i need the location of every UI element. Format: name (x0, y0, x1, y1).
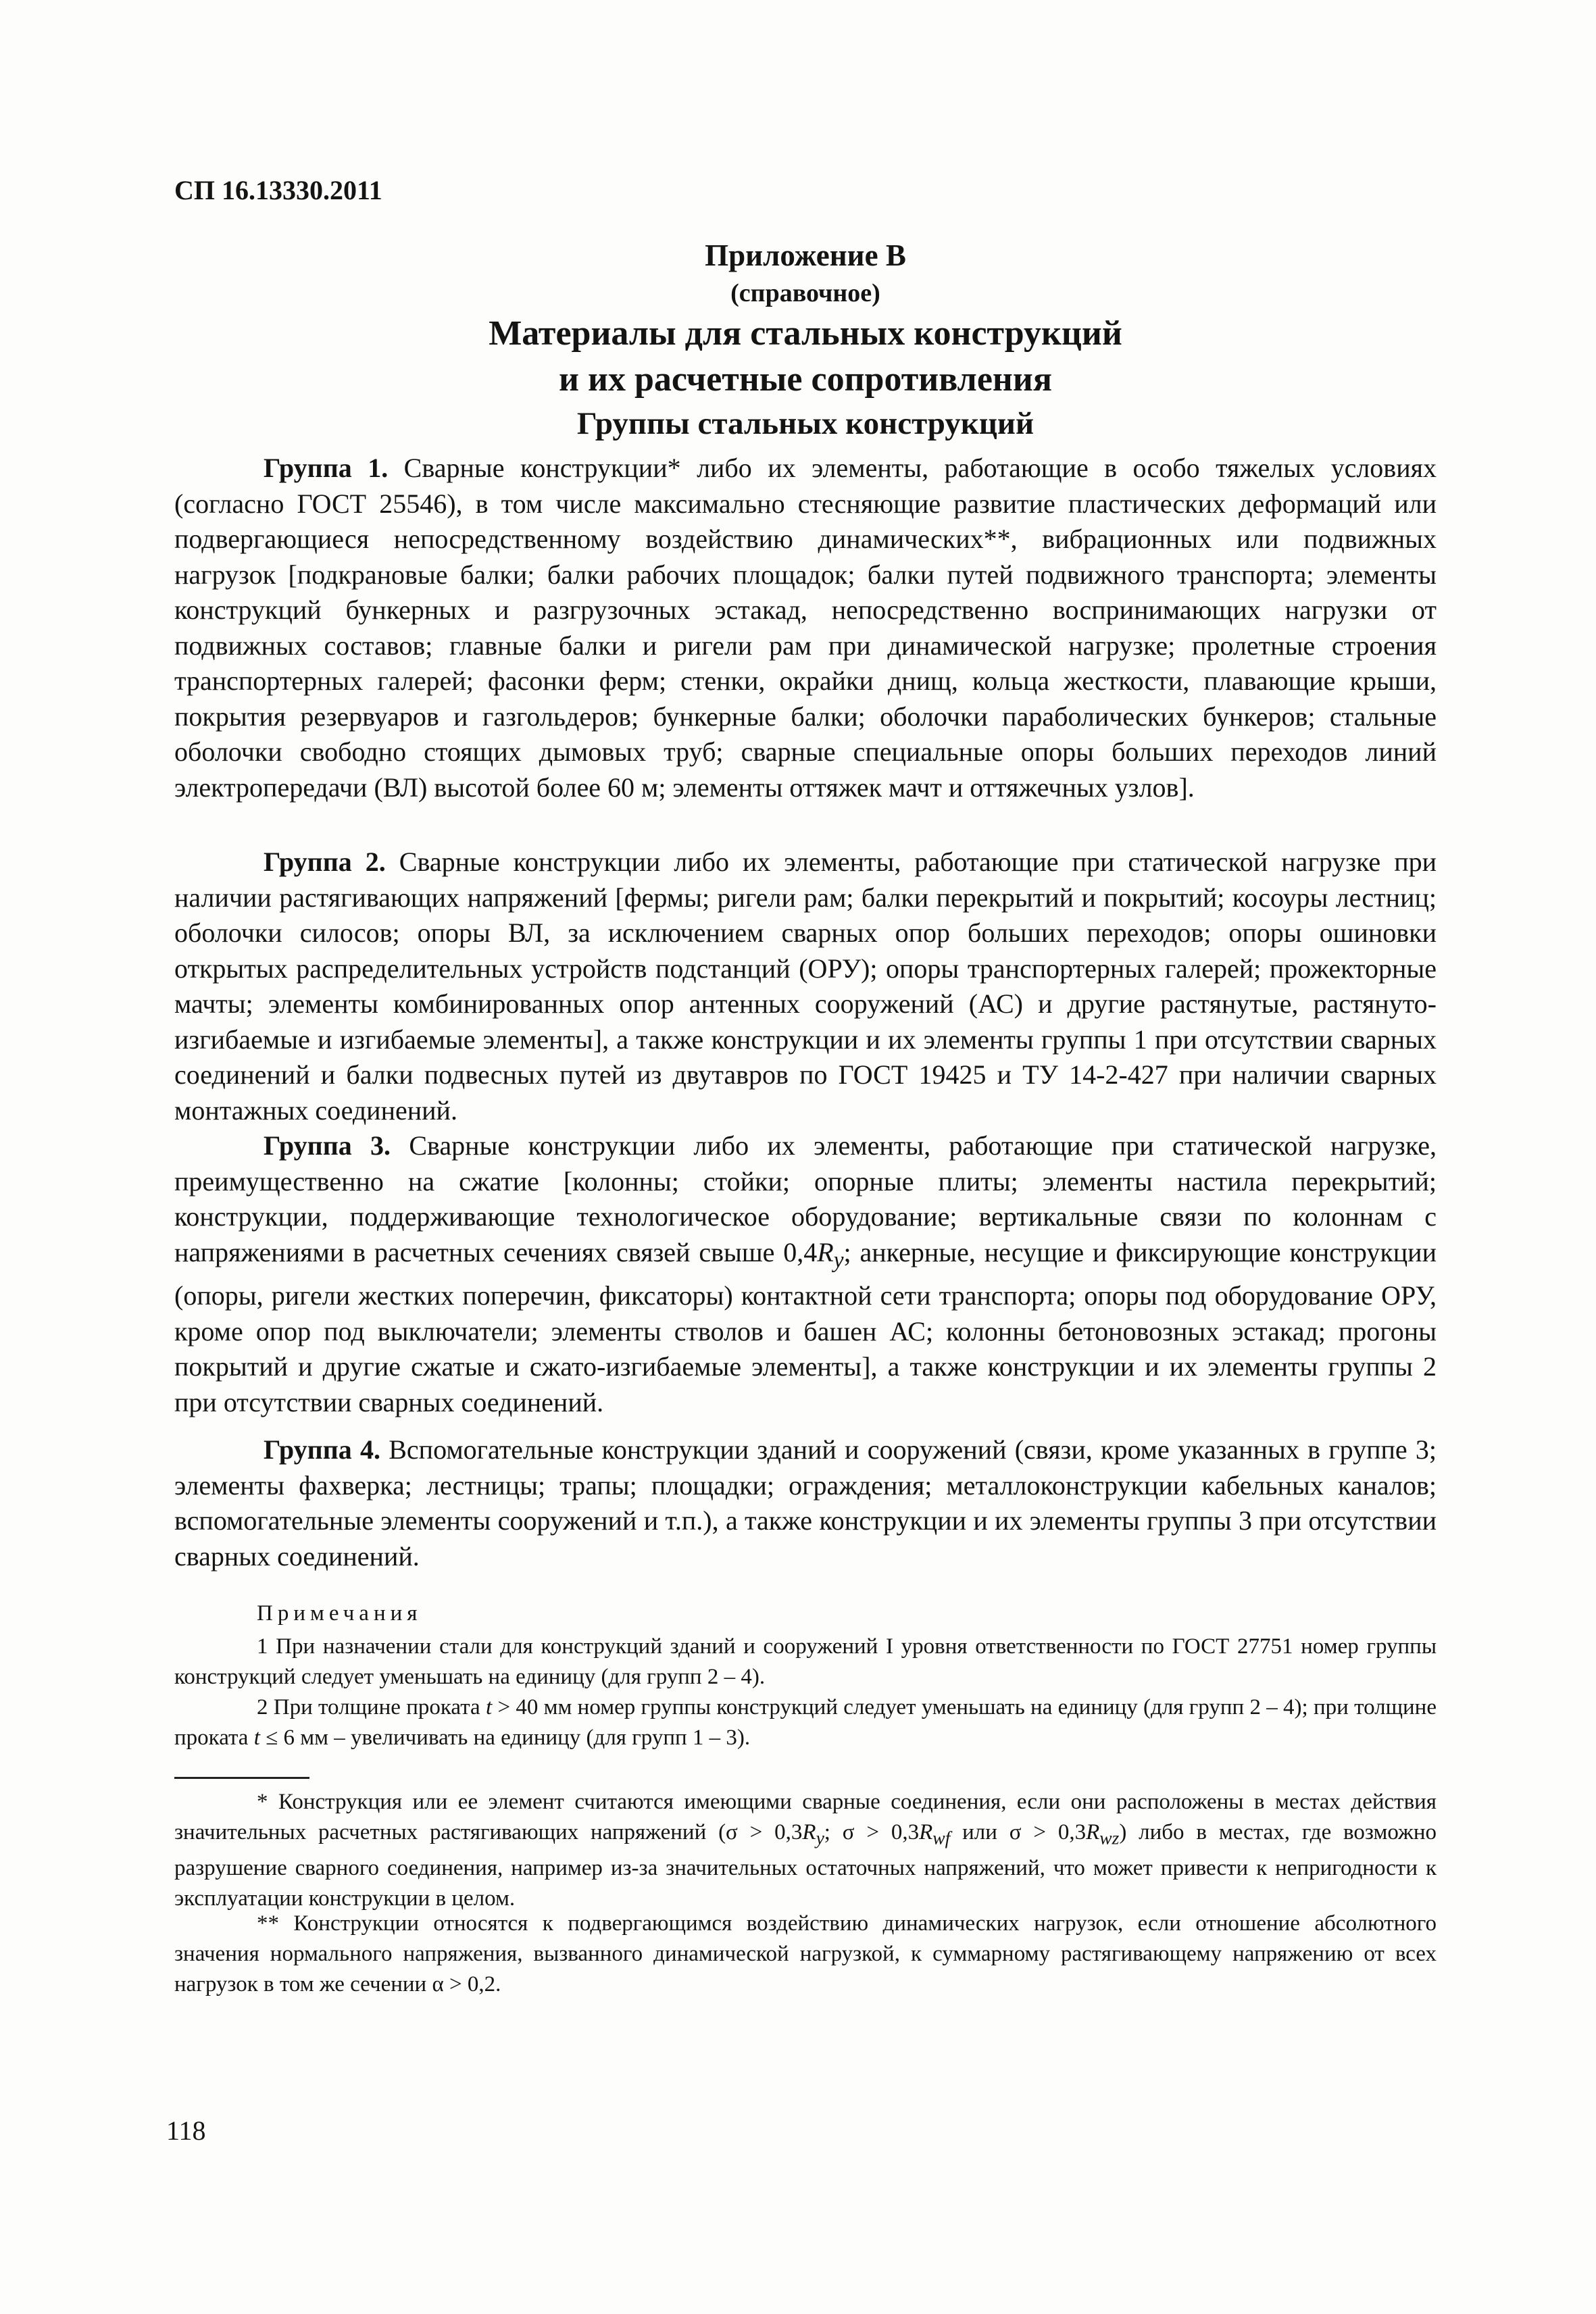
footnote-1-r2-sub-text: wf (932, 1827, 951, 1848)
group-3-symbol-sub (834, 1248, 844, 1273)
group-4-paragraph (174, 1432, 1437, 1574)
group-1-text: Сварные конструкции* либо их элементы, работающие в особо тяжелых условиях (согласно ГОСТ 25546), в том числе максимально стесняющие развитие пластических деформаций или подвергающиеся непосредственному воздействию динамических**, вибрационных или подвижных нагрузок [подкрановые балки; балки рабочих площадок; балки путей подвижного транспорта; элементы конструкций бункерных и разгрузочных эстакад, непосредственно воспринимающих нагрузки от подвижных составов; главные балки и ригели рам при динамической нагрузке; пролетные строения транспортерных галерей; фасонки ферм; стенки, окрайки днищ, кольца жесткости, плавающие крыши, покрытия резервуаров и газгольдеров; бункерные балки; оболочки параболических бункеров; стальные оболочки свободно стоящих дымовых труб; сварные специальные опоры больших переходов линий электропередачи (ВЛ) высотой более 60 м; элементы оттяжек мачт и оттяжечных узлов]. (174, 453, 1437, 803)
footnote-1-a: * Конструкция или ее элемент считаются имеющими сварные соединения, если они расположены в местах действия значительных расчетных растягивающих напряжений (σ > 0,3 (174, 1790, 1437, 1844)
group-3-text-after: ; анкерные, несущие и фиксирующие конструкции (опоры, ригели жестких поперечин, фиксаторы) контактной сети транспорта; опоры под оборудование ОРУ, кроме опор под выключатели; элементы стволов и башен АС; колонны бетоновозных эстакад; прогоны покрытий и другие сжатые и сжато-изгибаемые элементы], а также конструкции и их элементы группы 2 при отсутствии сварных соединений. (174, 1236, 1437, 1417)
note-2-t1: t (485, 1695, 493, 1719)
group-3-text-before: Сварные конструкции либо их элементы, работающие при статической нагрузке, преимущественно на сжатие [колонны; стойки; опорные плиты; элементы настила перекрытий; конструкции, поддерживающие технологическое оборудование; вертикальные связи по колоннам с напряжениями в расчетных сечениях связей свыше 0,4 (174, 1130, 1437, 1267)
footnote-divider (174, 1777, 309, 1779)
group-1-paragraph (174, 451, 1437, 805)
note-2-a: 2 При толщине проката (257, 1695, 486, 1719)
group-2-text: Сварные конструкции либо их элементы, работающие при статической нагрузке при наличии растягивающих напряжений [фермы; ригели рам; балки перекрытий и покрытий; косоуры лестниц; оболочки силосов; опоры ВЛ, за исключением сварных опор больших переходов; опоры ошиновки открытых распределительных устройств подстанций (ОРУ); опоры транспортерных галерей; прожекторные мачты; элементы комбинированных опор антенных сооружений (АС) и другие растянутые, растянуто-изгибаемые и изгибаемые элементы], а также конструкции и их элементы группы 1 при отсутствии сварных соединений и балки подвесных путей из двутавров по ГОСТ 19425 и ТУ 14-2-427 при наличии сварных монтажных соединений. (174, 847, 1437, 1126)
footnote-1-r1: R (802, 1820, 816, 1844)
footnote-1-r2: R (919, 1820, 933, 1844)
page-number: 118 (166, 2115, 206, 2146)
footnote-1-r1-sub (816, 1828, 824, 1848)
note-2 (174, 1692, 1437, 1753)
footnote-1-c: или σ > 0,3 (950, 1820, 1087, 1844)
footnote-2: ** Конструкции относятся к подвергающимся воздействию динамических нагрузок, если отношение абсолютного значения нормального напряжения, вызванного динамической нагрузкой, к суммарному растягивающему напряжению от всех нагрузок в том же сечении α > 0,2. (174, 1911, 1437, 1996)
group-2-heading: Группа 2. (264, 847, 386, 877)
notes-heading: Примечания (257, 1601, 422, 1626)
document-code: СП 16.13330.2011 (174, 175, 382, 205)
note-2-t2: t (253, 1726, 260, 1750)
group-3-symbol: R (817, 1236, 834, 1267)
main-title-line2: и их расчетные сопротивления (559, 360, 1052, 399)
footnote-1-b: ; σ > 0,3 (824, 1820, 920, 1844)
group-2-paragraph (174, 845, 1437, 1128)
footnote-1-r1-sub-text: y (816, 1827, 824, 1848)
footnote-1-r3-sub (1099, 1828, 1119, 1848)
note-1-part2: номер группы конструкций следует уменьшать на единицу (для групп 2 – 4). (174, 1634, 1437, 1689)
group-1-heading: Группа 1. (264, 453, 389, 483)
appendix-title: Приложение В (705, 238, 906, 272)
footnote-1-r3: R (1086, 1820, 1100, 1844)
section-title: Группы стальных конструкций (576, 406, 1034, 441)
footnote-1-r2-sub (932, 1828, 950, 1848)
group-4-heading: Группа 4. (264, 1434, 380, 1465)
footnote-1-r3-sub-text: wz (1099, 1827, 1120, 1848)
footnote-1-d: ) либо в местах, где возможно разрушение сварного соединения, например из-за значительных остаточных напряжений, что может привести к непригодности к эксплуатации конструкции в целом. (174, 1820, 1437, 1911)
main-title (174, 311, 1437, 403)
note-1 (174, 1632, 1437, 1692)
group-4-text: Вспомогательные конструкции зданий и сооружений (связи, кроме указанных в группе 3; элементы фахверка; лестницы; трапы; площадки; ограждения; металлоконструкции кабельных каналов; вспомогательные элементы сооружений и т.п.), а также конструкции и их элементы группы 3 при отсутствии сварных соединений. (174, 1434, 1437, 1571)
note-1-part1: 1 При назначении стали для конструкций зданий и сооружений I уровня ответственности по ГОСТ 27751 (257, 1634, 1301, 1659)
group-3-heading: Группа 3. (264, 1130, 391, 1161)
main-title-line1: Материалы для стальных конструкций (489, 314, 1122, 353)
note-2-c: ≤ 6 мм – увеличивать на единицу (для групп 1 – 3). (259, 1726, 751, 1750)
appendix-subtitle: (справочное) (730, 279, 880, 307)
group-3-symbol-sub-text: y (833, 1247, 844, 1273)
group-3-paragraph (174, 1128, 1437, 1420)
note-2-b: > 40 мм номер группы конструкций следует уменьшать на единицу (для групп 2 – 4); при толщине проката (174, 1695, 1437, 1750)
footnote-1 (174, 1787, 1437, 1914)
